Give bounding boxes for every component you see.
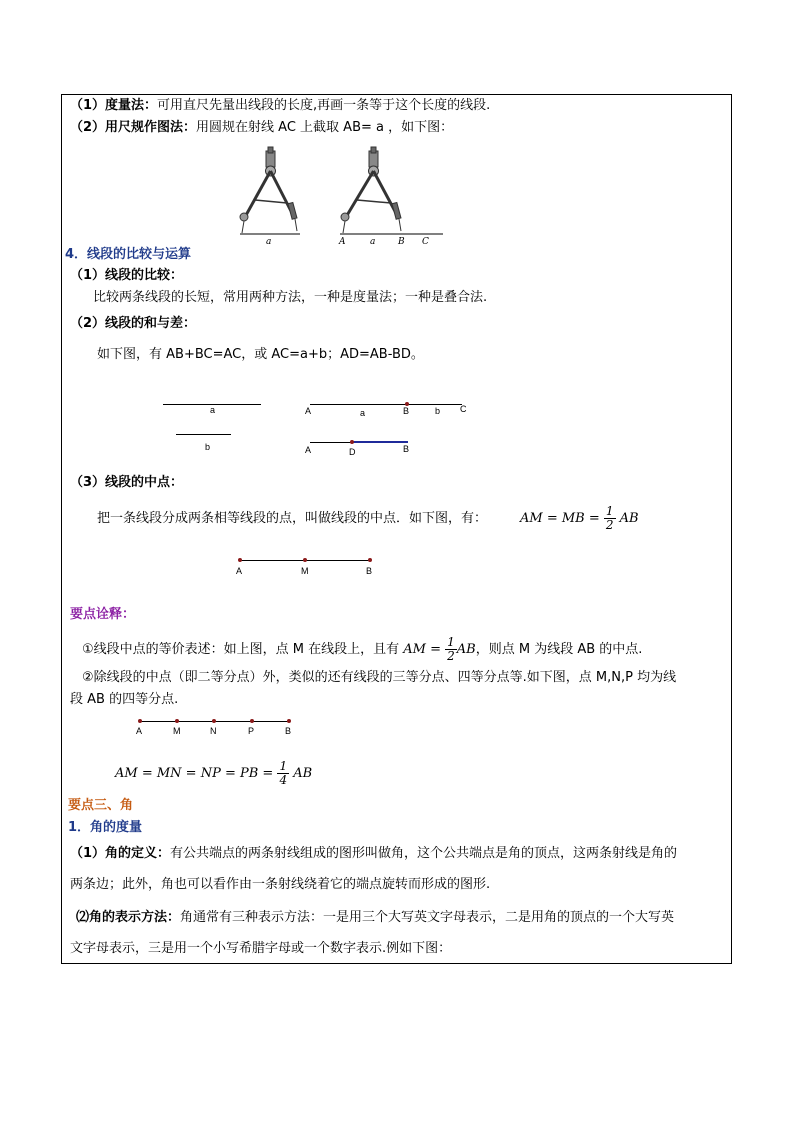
measure-method-line [70,98,490,114]
midpoint-formula-lhs: AM = MB = [520,511,600,526]
label-C1: C [460,404,467,414]
angle-def-label: （1）角的定义： [70,846,171,861]
label-A1: A [305,406,312,416]
note1-line [82,632,642,668]
point-B-q [287,719,291,723]
note1-frac-n: 1 [447,635,455,649]
point-D [350,440,354,444]
section3-heading: 要点三、角 [68,798,134,813]
quarter-formula [115,756,312,792]
label-N-q: N [210,726,217,736]
compass-figure [225,145,445,250]
note1-fraction [445,636,457,663]
midpoint-fraction [604,505,616,532]
quarter-formula-rhs: AB [293,766,313,781]
compass-method-label: （2）用尺规作图法： [70,120,197,135]
segment-AC [310,404,462,405]
point-P-q [250,719,254,723]
angle-repr-text1: 角通常有三种表示方法：一是用三个大写英文字母表示，二是用角的顶点的一个大写英 [180,910,675,925]
point-N-q [212,719,216,723]
label-B-mid: B [366,566,373,576]
section4-heading: 4．线段的比较与运算 [65,247,192,262]
compass-method-text: 用圆规在射线 AC 上截取 AB= a ，如下图： [196,120,454,135]
note1-ab: AB [456,642,476,657]
label-M-q: M [173,726,181,736]
label-b2: b [435,406,441,416]
label-M-mid: M [301,566,309,576]
angle-def-line1 [70,846,677,862]
compass-right-a: a [370,237,376,247]
point-B-mid [368,558,372,562]
label-a2: a [360,408,366,418]
midpoint-frac-d: 2 [605,518,614,532]
segment-DB [352,441,408,443]
angle-repr-line2: 文字母表示，三是用一个小写希腊字母或一个数字表示.例如下图： [70,941,452,956]
label-B2: B [403,444,410,454]
label-D: D [349,447,356,457]
point-A-q [138,719,142,723]
compass-right-A: A [339,237,346,247]
angle-def-line2: 两条边；此外，角也可以看作由一条射线绕着它的端点旋转而形成的图形. [70,877,491,892]
midpoint-formula [520,500,639,538]
angle-repr-label: ⑵角的表示方法： [76,910,181,925]
sum-diff-label: （2）线段的和与差： [70,316,197,331]
segment-a-label: a [210,405,216,415]
note1-formula: AM = [403,642,442,657]
label-A-mid: A [236,566,243,576]
label-A-q: A [136,726,143,736]
sum-diff-text: 如下图，有 AB+BC=AC，或 AC=a+b；AD=AB-BD。 [97,347,424,362]
quarter-frac-d: 4 [279,773,288,787]
point-M-q [175,719,179,723]
segment-b-label: b [205,442,211,452]
midpoint-formula-rhs: AB [619,511,639,526]
angle-measure-heading: 1．角的度量 [68,820,143,835]
compare-text: 比较两条线段的长短，常用两种方法，一种是度量法；一种是叠合法. [93,290,488,305]
label-B1: B [403,406,410,416]
note2-line2: 段 AB 的四等分点. [70,692,179,707]
measure-method-label: （1）度量法： [70,98,158,113]
measure-method-text: 可用直尺先量出线段的长度,再画一条等于这个长度的线段. [157,98,491,113]
note2-line1: ②除线段的中点（即二等分点）外，类似的还有线段的三等分点、四等分点等.如下图，点 M,N,P 均为线 [82,670,677,685]
quarter-fraction [277,760,289,787]
note1-post: ，则点 M 为线段 AB 的中点. [475,642,643,657]
compass-method-line [70,120,453,136]
segment-AD [310,442,352,443]
compare-label: （1）线段的比较： [70,268,184,283]
compass-left [240,147,297,233]
label-P-q: P [248,726,255,736]
compass-right-C: C [422,237,429,247]
compass-right-B: B [398,237,405,247]
quarter-formula-lhs: AM = MN = NP = PB = [115,766,274,781]
segment-b [176,434,231,435]
compass-right [341,147,401,233]
angle-def-text1: 有公共端点的两条射线组成的图形叫做角，这个公共端点是角的顶点，这两条射线是角的 [170,846,678,861]
notes-heading: 要点诠释： [70,607,136,622]
point-M-mid [303,558,307,562]
note1-frac-d: 2 [447,649,455,663]
compass-left-a: a [266,237,272,247]
point-A-mid [238,558,242,562]
midpoint-label: （3）线段的中点： [70,475,184,490]
quarter-frac-n: 1 [279,759,288,773]
midpoint-text: 把一条线段分成两条相等线段的点，叫做线段的中点．如下图，有： [97,511,488,526]
label-A2: A [305,445,312,455]
label-B-q: B [285,726,292,736]
midpoint-frac-n: 1 [605,504,614,518]
note1-pre: ①线段中点的等价表述：如上图，点 M 在线段上，且有 [82,642,400,657]
angle-repr-line1 [76,910,674,926]
